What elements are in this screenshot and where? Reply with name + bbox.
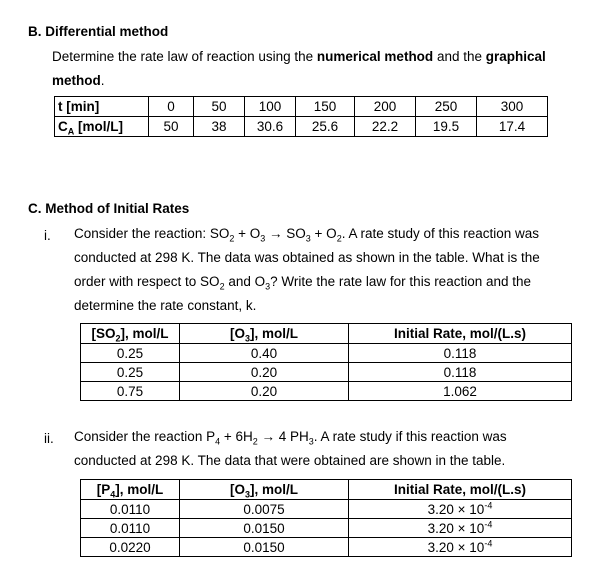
item-i-text: Consider the reaction: $SO_2 + O_3 \to SO_3 + O_2$. A rate study of this reaction was conducted at 298 K. The data was obtained as shown in the table. What is the order with respect to $SO_2$ and $O_3$? Write the rate law for this reaction and the determine the rate constant, k. <box>74 226 540 313</box>
table-row: 0.25 0.20 0.118 <box>81 363 572 382</box>
table-row: 0.0220 0.0150 $3.20 \times 10^{-4}$ <box>81 538 572 557</box>
table-header-row: $[P_4]$, mol/L $[O_3]$, mol/L Initial Rate, mol/(L.s) <box>81 480 572 500</box>
item-ii-numeral: ii. <box>44 431 54 446</box>
item-i-numeral: i. <box>44 228 51 243</box>
table-row: 0.0110 0.0150 $3.20 \times 10^{-4}$ <box>81 519 572 538</box>
table-row: 0.25 0.40 0.118 <box>81 344 572 363</box>
table-header-row: $[SO_2]$, mol/L $[O_3]$, mol/L Initial Rate, mol/(L.s) <box>81 324 572 344</box>
table-row: $C_A$ [mol/L] 50 38 30.6 25.6 22.2 19.5 17.4 <box>55 117 548 137</box>
row-label-time: t [min] <box>55 97 149 117</box>
table-row: 0.75 0.20 1.062 <box>81 382 572 401</box>
section-b-intro: Determine the rate law of reaction using the numerical method and the graphical method. <box>52 49 546 88</box>
table-row: 0.0110 0.0075 $3.20 \times 10^{-4}$ <box>81 500 572 519</box>
item-ii-text: Consider the reaction $P_4 + 6H_2 \to 4$ $PH_3$. A rate study if this reaction was conducted at 298 K. The data that were obtained are shown in the table. <box>74 429 507 468</box>
section-c-title: C. Method of Initial Rates <box>28 201 190 216</box>
concentration-time-table <box>54 96 548 137</box>
table-row: t [min] 0 50 100 150 200 250 300 <box>55 97 548 117</box>
row-label-concentration: $C_A$ [mol/L] <box>55 117 149 137</box>
so2-o3-rate-table <box>80 323 572 401</box>
section-b-title: B. Differential method <box>28 24 169 39</box>
p4-o3-rate-table <box>80 479 572 557</box>
